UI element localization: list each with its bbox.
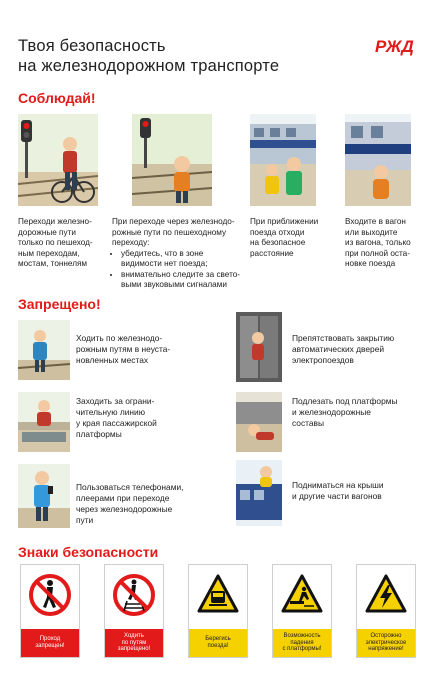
observe-caption-4 [345, 217, 435, 270]
caption-line: Заходить за ограни- [76, 396, 155, 406]
section-heading-signs: Знаки безопасности [18, 544, 159, 560]
caption-line: чительную линию [76, 407, 145, 417]
high-voltage-icon [364, 571, 408, 623]
caption-line: и другие части вагонов [292, 491, 382, 501]
caption-line: на безопасное [250, 238, 306, 247]
sign-no-walking-on-tracks [104, 564, 164, 658]
section-heading-forbidden: Запрещено! [18, 296, 101, 312]
no-pedestrian-icon [28, 571, 72, 623]
caption-line: Входите в вагон [345, 217, 406, 226]
illustration-blocking-doors [236, 312, 282, 382]
sign-platform-fall-warning [272, 564, 332, 658]
caption-line: ным переходам, [18, 248, 80, 258]
section-heading-observe: Соблюдай! [18, 90, 96, 106]
caption-line: и железнодорожные [292, 407, 371, 417]
sign-train-warning [188, 564, 248, 658]
caption-line: расстояние [250, 248, 294, 258]
caption-line: составы [292, 418, 324, 428]
caption-line: только по пешеход- [18, 238, 93, 247]
caption-line: через железнодорожные [76, 504, 173, 514]
rzd-logo [375, 36, 419, 56]
sign-plate: Осторожно электрическое напряжение! [357, 629, 415, 657]
caption-line: у края пассажирской [76, 418, 157, 428]
caption-line: переходу: [112, 238, 150, 247]
title-line-2: на железнодорожном транспорте [18, 57, 280, 75]
sign-high-voltage [356, 564, 416, 658]
caption-line: при полной оста- [345, 248, 410, 258]
caption-line: пути [76, 515, 94, 525]
sign-plate: Возможность падения с платформы! [273, 629, 331, 657]
observe-caption-1 [18, 217, 118, 270]
illustration-walking-on-tracks [18, 320, 70, 380]
title-line-1: Твоя безопасность [18, 37, 166, 55]
caption-line: поезда отходи [250, 227, 305, 237]
caption-line: Пользоваться телефонами, [76, 482, 184, 492]
platform-fall-warning-icon [280, 571, 324, 623]
caption-line: или выходите [345, 227, 398, 237]
sign-plate: Проход запрещен! [21, 629, 79, 657]
caption-line: Препятствовать закрытию [292, 333, 395, 343]
caption-line: плеерами при переходе [76, 493, 170, 503]
caption-line: Переходи железно- [18, 217, 92, 226]
no-walking-on-tracks-icon [112, 571, 156, 623]
forbidden-caption-2 [292, 333, 422, 366]
caption-line: мостам, тоннелям [18, 259, 88, 268]
caption-line: автоматических дверей [292, 344, 385, 354]
illustration-climbing-train-roof [236, 460, 282, 526]
train-warning-icon [196, 571, 240, 623]
sign-plate: Ходить по путям запрещено! [105, 629, 163, 657]
illustration-child-at-crossing [132, 114, 212, 206]
illustration-crawling-under-train [236, 392, 282, 452]
caption-bullet: • убедитесь, что в зоне видимости нет поезда; [121, 249, 244, 270]
forbidden-caption-5 [76, 482, 206, 526]
page-title [18, 36, 279, 76]
forbidden-caption-3 [76, 396, 196, 440]
caption-line: При приближении [250, 217, 319, 226]
caption-line: Ходить по железнодо- [76, 333, 163, 343]
observe-caption-2 [112, 217, 244, 291]
caption-line: При переходе через железнодо- [112, 217, 235, 226]
sign-no-pedestrian [20, 564, 80, 658]
caption-line: рожные пути по пешеходному [112, 227, 227, 237]
caption-line: Подниматься на крыши [292, 480, 384, 490]
caption-line: платформы [76, 429, 122, 439]
svg-text:РЖД: РЖД [375, 37, 414, 56]
illustration-family-near-train [250, 114, 316, 206]
illustration-phone-while-crossing [18, 464, 70, 528]
caption-bullet: • внимательно следите за свето- выми звуковыми сигналами [121, 270, 244, 291]
sign-plate: Берегись поезда! [189, 629, 247, 657]
illustration-boy-waiting-train [345, 114, 411, 206]
caption-line: рожным путям в неуста- [76, 344, 171, 354]
observe-caption-3 [250, 217, 340, 259]
illustration-cyclist-crossing [18, 114, 98, 206]
illustration-platform-edge [18, 392, 70, 452]
caption-line: новке поезда [345, 259, 396, 268]
forbidden-caption-4 [292, 396, 422, 429]
caption-line: электропоездов [292, 355, 354, 365]
caption-line: из вагона, только [345, 238, 411, 247]
forbidden-caption-1 [76, 333, 196, 366]
caption-line: новленных местах [76, 355, 149, 365]
forbidden-caption-6 [292, 480, 422, 502]
caption-line: Подлезать под платформы [292, 396, 398, 406]
caption-line: дорожные пути [18, 227, 76, 237]
